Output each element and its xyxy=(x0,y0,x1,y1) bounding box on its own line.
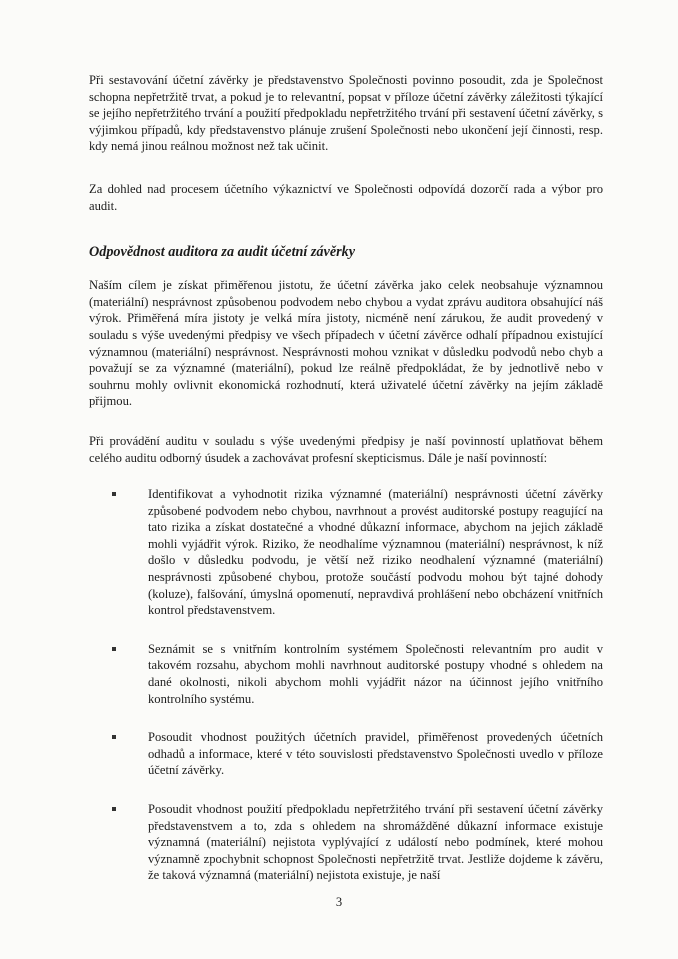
list-item xyxy=(89,729,603,779)
list-item xyxy=(89,486,603,619)
square-bullet-icon xyxy=(112,807,116,811)
paragraph-auditor-duties-intro: Při provádění auditu v souladu s výše uvedenými předpisy je naší povinností uplatňovat během celého auditu odborný úsudek a zachovávat profesní skepticismus. Dále je naší povinností: xyxy=(89,433,603,465)
paragraph-audit-objective: Naším cílem je získat přiměřenou jistotu, že účetní závěrka jako celek neobsahuje významnou (materiální) nesprávnost způsobenou podvodem nebo chybou a vydat zprávu auditora obsahující náš výrok. Přiměřená míra jistoty je velká míra jistoty, nicméně není zárukou, že audit provedený v souladu s výše uvedenými předpisy ve všech případech v účetní závěrce odhalí případnou existující významnou (materiální) nesprávnost. Nesprávnosti mohou vznikat v důsledku podvodů nebo chyb a považují se za významné (materiální), pokud lze reálně předpokládat, že by jednotlivě nebo v souhrnu mohly ovlivnit ekonomická rozhodnutí, která uživatelé účetní závěrky na jejím základě přijmou. xyxy=(89,278,603,409)
paragraph-going-concern-responsibility: Při sestavování účetní závěrky je představenstvo Společnosti povinno posoudit, zda je Společnost schopna nepřetržitě trvat, a pokud je to relevantní, popsat v příloze účetní závěrky záležitosti týkající se jejího nepřetržitého trvání a použití předpokladu nepřetržitého trvání při sestavení účetní závěrky, s výjimkou případů, kdy představenstvo plánuje zrušení Společnosti nebo ukončení její činnosti, resp. kdy nemá jinou reálnou možnost než tak učinit. xyxy=(89,73,603,154)
list-item-text: Posoudit vhodnost použití předpokladu nepřetržitého trvání při sestavení účetní závěrky představenstvem a to, zda s ohledem na shromážděné důkazní informace existuje významná (materiální) nejistota vyplývající z událostí nebo podmínek, které mohou významně zpochybnit schopnost Společnosti nepřetržitě trvat. Jestliže dojdeme k závěru, že taková významná (materiální) nejistota existuje, je naší xyxy=(148,802,603,883)
list-item xyxy=(89,801,603,884)
list-item-text: Seznámit se s vnitřním kontrolním systémem Společnosti relevantním pro audit v takovém rozsahu, abychom mohli navrhnout auditorské postupy vhodné s ohledem na dané okolnosti, nikoli abychom mohli vyjádřit názor na účinnost jejího vnitřního kontrolního systému. xyxy=(148,641,603,706)
list-item-text: Identifikovat a vyhodnotit rizika významné (materiální) nesprávnosti účetní závěrky způsobené podvodem nebo chybou, navrhnout a provést auditorské postupy reagující na tato rizika a získat dostatečné a vhodné důkazní informace, abychom na jejich základě mohli vyjádřit výrok. Riziko, že neodhalíme významnou (materiální) nesprávnost, k níž došlo v důsledku podvodu, je větší než riziko neodhalení významné (materiální) nesprávnosti způsobené chybou, protože součástí podvodu mohou být tajné dohody (koluze), falšování, úmyslná opomenutí, nepravdivá prohlášení nebo obcházení vnitřních kontrol představenstvem. xyxy=(148,487,603,618)
section-heading-auditor-responsibility: Odpovědnost auditora za audit účetní závěrky xyxy=(89,244,356,261)
auditor-duties-list xyxy=(89,486,603,884)
page-number: 3 xyxy=(335,895,343,909)
square-bullet-icon xyxy=(112,647,116,651)
document-body xyxy=(89,72,603,906)
square-bullet-icon xyxy=(112,735,116,739)
paragraph-oversight: Za dohled nad procesem účetního výkaznictví ve Společnosti odpovídá dozorčí rada a výbor pro audit. xyxy=(89,181,603,213)
square-bullet-icon xyxy=(112,492,116,496)
list-item-text: Posoudit vhodnost použitých účetních pravidel, přiměřenost provedených účetních odhadů a informace, které v této souvislosti představenstvo Společnosti uvedlo v příloze účetní závěrky. xyxy=(148,730,603,778)
list-item xyxy=(89,641,603,707)
